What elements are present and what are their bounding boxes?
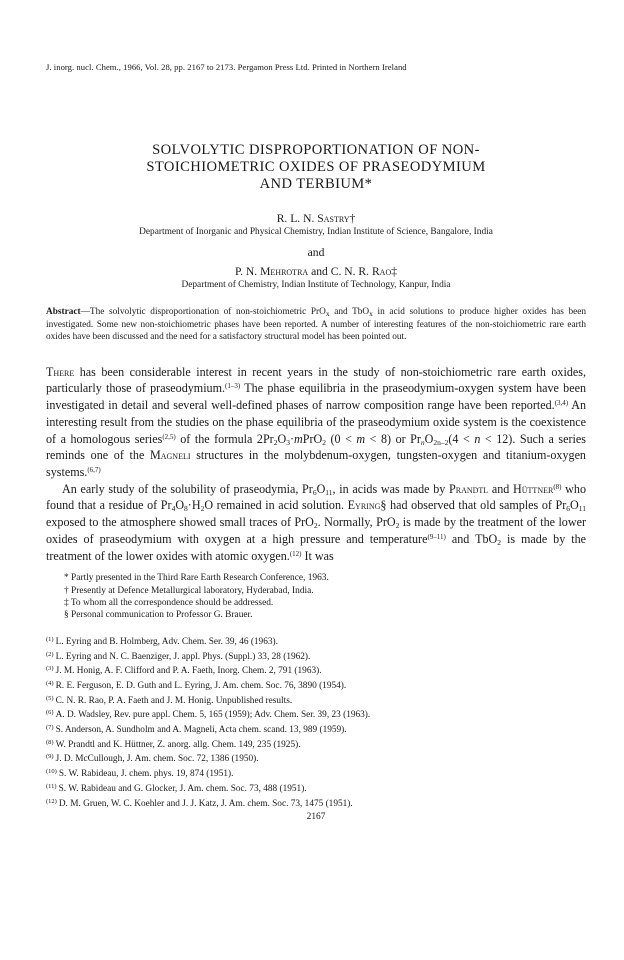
citation: (1–3): [225, 382, 241, 391]
journal-citation-line: J. inorg. nucl. Chem., 1966, Vol. 28, pp. 2167 to 2173. Pergamon Press Ltd. Printed in Northern Ireland: [46, 62, 407, 72]
footnote: § Personal communication to Professor G. Brauer.: [64, 610, 253, 621]
abstract-label: Abstract: [46, 307, 81, 317]
footnote: * Partly presented in the Third Rare Earth Research Conference, 1963.: [64, 573, 329, 584]
reference-item: $^{(7)}$ S. Anderson, A. Sundholm and A. Magneli, Acta chem. scand. 13, 989 (1959).: [46, 724, 347, 736]
title-line-3: AND TERBIUM*: [259, 176, 373, 192]
reference-item: $^{(6)}$ A. D. Wadsley, Rev. pure appl. Chem. 5, 165 (1959); Adv. Chem. Ser. 39, 23 (1963).: [46, 709, 371, 721]
paragraph-2: An early study of the solubility of praseodymia, $Pr_6O_{11}$, in acids was made by Prandtl and Hüttner$^{(8)}$ who found that a residue of $Pr_4O_8\cdot H_2O$ remained in acid solution. Eyring§ had observed that old samples of $Pr_6O_{11}$ exposed to the atmosphere showed small traces of PrO$_2$. Normally, PrO$_2$ is made by the treatment of the lower oxides of praseodymium with oxygen at a high pressure and temperature$^{(9-11)}$ and TbO$_2$ is made by the treatment of the lower oxides with atomic oxygen.$^{(12)}$ It was: [46, 481, 587, 563]
citation: (3,4): [554, 399, 569, 408]
reference-item: $^{(9)}$ J. D. McCullough, J. Am. chem. Soc. 72, 1386 (1950).: [46, 753, 259, 765]
citation: (8): [553, 482, 562, 491]
author-3-surname: Rao: [371, 265, 392, 278]
title-line-2: STOICHIOMETRIC OXIDES OF PRASEODYMIUM: [146, 159, 486, 175]
reference-item: $^{(4)}$ R. E. Ferguson, E. D. Guth and L. Eyring, J. Am. chem. Soc. 76, 3890 (1954).: [46, 679, 347, 691]
paragraph-1: There has been considerable interest in recent years in the study of non-stoichiometric rare earth oxides, particularly those of praseodymium.$^{(1-3)}$ The phase equilibria in the praseodymium-oxygen system have been investigated in detail and several well-defined phases of narrow composition range have been reported.$^{(3,4)}$ An interesting result from the studies on the phase equilibria of the praseodymium oxide system is the coexistence of a homologous series$^{(2,5)}$ of the formula $2Pr_2O_3\cdot mPrO_2$ (0 < m < 8) or $Pr_nO_{2n-2}(4 < n < 12)$. Such a series reminds one of the Magneli structures in the molybdenum-oxygen, tungsten-oxygen and titanium-oxygen systems.$^{(6,7)}$: [46, 364, 587, 479]
citation: (12): [289, 549, 302, 558]
page-number: 2167: [306, 812, 326, 823]
citation: (6,7): [87, 466, 101, 474]
author-2: P. N. Mehrotra and C. N. R. Rao‡: [234, 265, 398, 278]
citation: (2,5): [162, 432, 176, 441]
author-2-surname: Mehrotra: [260, 265, 309, 278]
reference-item: $^{(5)}$ C. N. R. Rao, P. A. Faeth and J. M. Honig. Unpublished results.: [46, 694, 293, 706]
reference-item: $^{(3)}$ J. M. Honig, A. F. Clifford and P. A. Faeth, Inorg. Chem. 2, 791 (1963).: [46, 665, 322, 677]
affiliation-2: Department of Chemistry, Indian Institute of Technology, Kanpur, India: [181, 280, 451, 290]
footnote: ‡ To whom all the correspondence should be addressed.: [64, 598, 274, 609]
abstract: Abstract—The solvolytic disproportionation of non-stoichiometric PrO$_x$ and TbO$_x$ in acid solutions to produce higher oxides has been investigated. Some new non-stoichiometric phases have been reported. A number of interesting features of the non-stoichiometric rare earth oxides have been discussed and the need for a satisfactory structural model has been pointed out.: [46, 307, 586, 343]
reference-item: $^{(12)}$ D. M. Gruen, W. C. Koehler and J. J. Katz, J. Am. chem. Soc. 73, 1475 (1951).: [46, 797, 353, 809]
author-3-footnote-mark: ‡: [391, 265, 398, 278]
reference-item: $^{(11)}$ S. W. Rabideau and G. Glocker, J. Am. chem. Soc. 73, 488 (1951).: [46, 782, 307, 794]
article-body: [46, 364, 586, 564]
reference-item: $^{(8)}$ W. Prandtl and K. Hüttner, Z. anorg. allg. Chem. 149, 235 (1925).: [46, 738, 301, 750]
title-line-1: SOLVOLYTIC DISPROPORTIONATION OF NON-: [152, 142, 480, 158]
reference-item: $^{(1)}$ L. Eyring and B. Holmberg, Adv. Chem. Ser. 39, 46 (1963).: [46, 635, 278, 647]
author-separator: and: [307, 246, 325, 259]
reference-list: [46, 634, 586, 810]
affiliation-1: Department of Inorganic and Physical Chemistry, Indian Institute of Science, Bangalore, India: [139, 227, 493, 237]
author-1-footnote-mark: †: [349, 212, 356, 225]
footnotes: [64, 572, 586, 622]
footnote: † Presently at Defence Metallurgical laboratory, Hyderabad, India.: [64, 585, 314, 596]
article-title: [46, 142, 586, 193]
author-1-surname: Sastry: [317, 212, 350, 225]
reference-item: $^{(2)}$ L. Eyring and N. C. Baenziger, J. appl. Phys. (Suppl.) 33, 28 (1962).: [46, 650, 311, 662]
citation: (9–11): [427, 532, 446, 541]
reference-item: $^{(10)}$ S. W. Rabideau, J. chem. phys. 19, 874 (1951).: [46, 768, 234, 780]
author-1: R. L. N. Sastry†: [276, 212, 356, 225]
